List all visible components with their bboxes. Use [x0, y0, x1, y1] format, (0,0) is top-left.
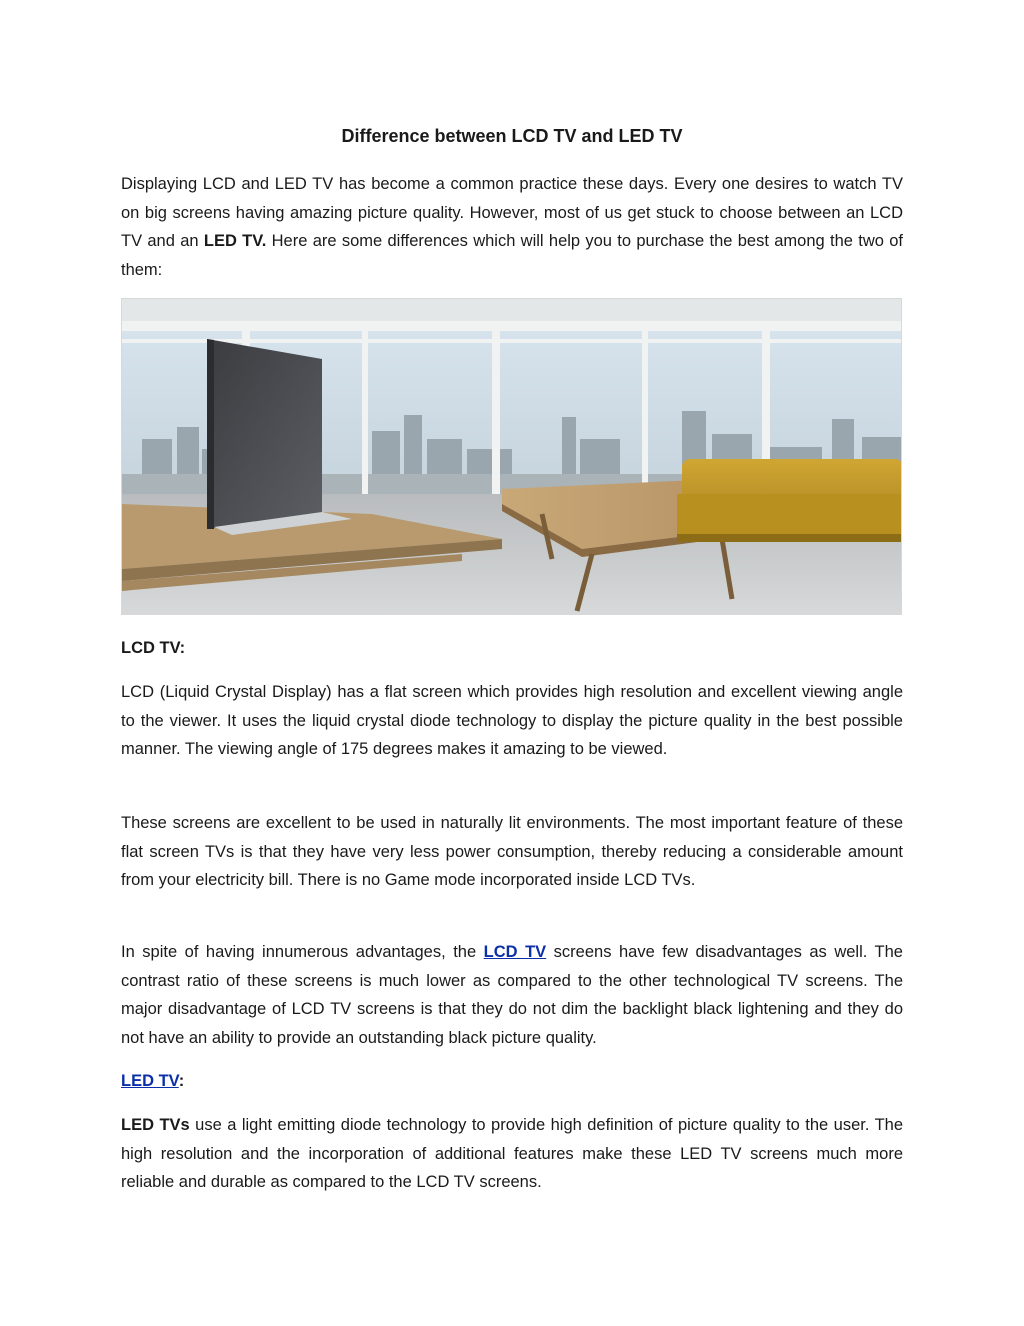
lcd-p3-text-end: screens have few disadvantages as well. The contrast ratio of these screens is much lower as compared to the other technological TV screens. The major disadvantage of LCD TV screens is that they do not dim the backlight black lightening and they do not have an ability to provide an outstanding black picture quality.: [121, 943, 903, 1047]
led-tvs-bold: LED TVs: [121, 1116, 190, 1134]
lcd-paragraph-3: [121, 938, 903, 1052]
intro-bold-led-tv: LED TV.: [203, 232, 267, 250]
lcd-p3-text-start: In spite of having innumerous advantages, the: [121, 943, 484, 961]
led-paragraph: [121, 1111, 903, 1197]
lcd-tv-link[interactable]: LCD TV: [483, 943, 547, 961]
led-paragraph-text: use a light emitting diode technology to provide high definition of picture quality to the user. The high resolution and the incorporation of additional features make these LED TV screens much more reliable and durable as compared to the LCD TV screens.: [121, 1116, 903, 1191]
led-tv-heading: [121, 1067, 903, 1096]
living-room-tv-photo: [121, 298, 902, 615]
lcd-tv-heading: LCD TV:: [121, 639, 186, 657]
led-heading-colon: :: [178, 1072, 185, 1090]
intro-paragraph: [121, 170, 903, 284]
document-title: Difference between LCD TV and LED TV: [341, 126, 683, 146]
intro-text-end: Here are some differences which will help you to purchase the best among the two of them:: [121, 232, 903, 279]
living-room-illustration: [122, 299, 902, 615]
led-tv-heading-link[interactable]: LED TV: [121, 1072, 179, 1090]
intro-text-start: Displaying LCD and LED TV has become a common practice these days. Every one desires to watch TV on big screens having amazing picture quality. However, most of us get stuck to choose between an LCD TV and an: [121, 175, 903, 250]
lcd-paragraph-2: These screens are excellent to be used in naturally lit environments. The most important feature of these flat screen TVs is that they have very less power consumption, thereby reducing a considerable amount from your electricity bill. There is no Game mode incorporated inside LCD TVs.: [121, 814, 903, 889]
lcd-paragraph-1: LCD (Liquid Crystal Display) has a flat screen which provides high resolution and excellent viewing angle to the viewer. It uses the liquid crystal diode technology to display the picture quality in the best possible manner. The viewing angle of 175 degrees makes it amazing to be viewed.: [121, 683, 903, 758]
